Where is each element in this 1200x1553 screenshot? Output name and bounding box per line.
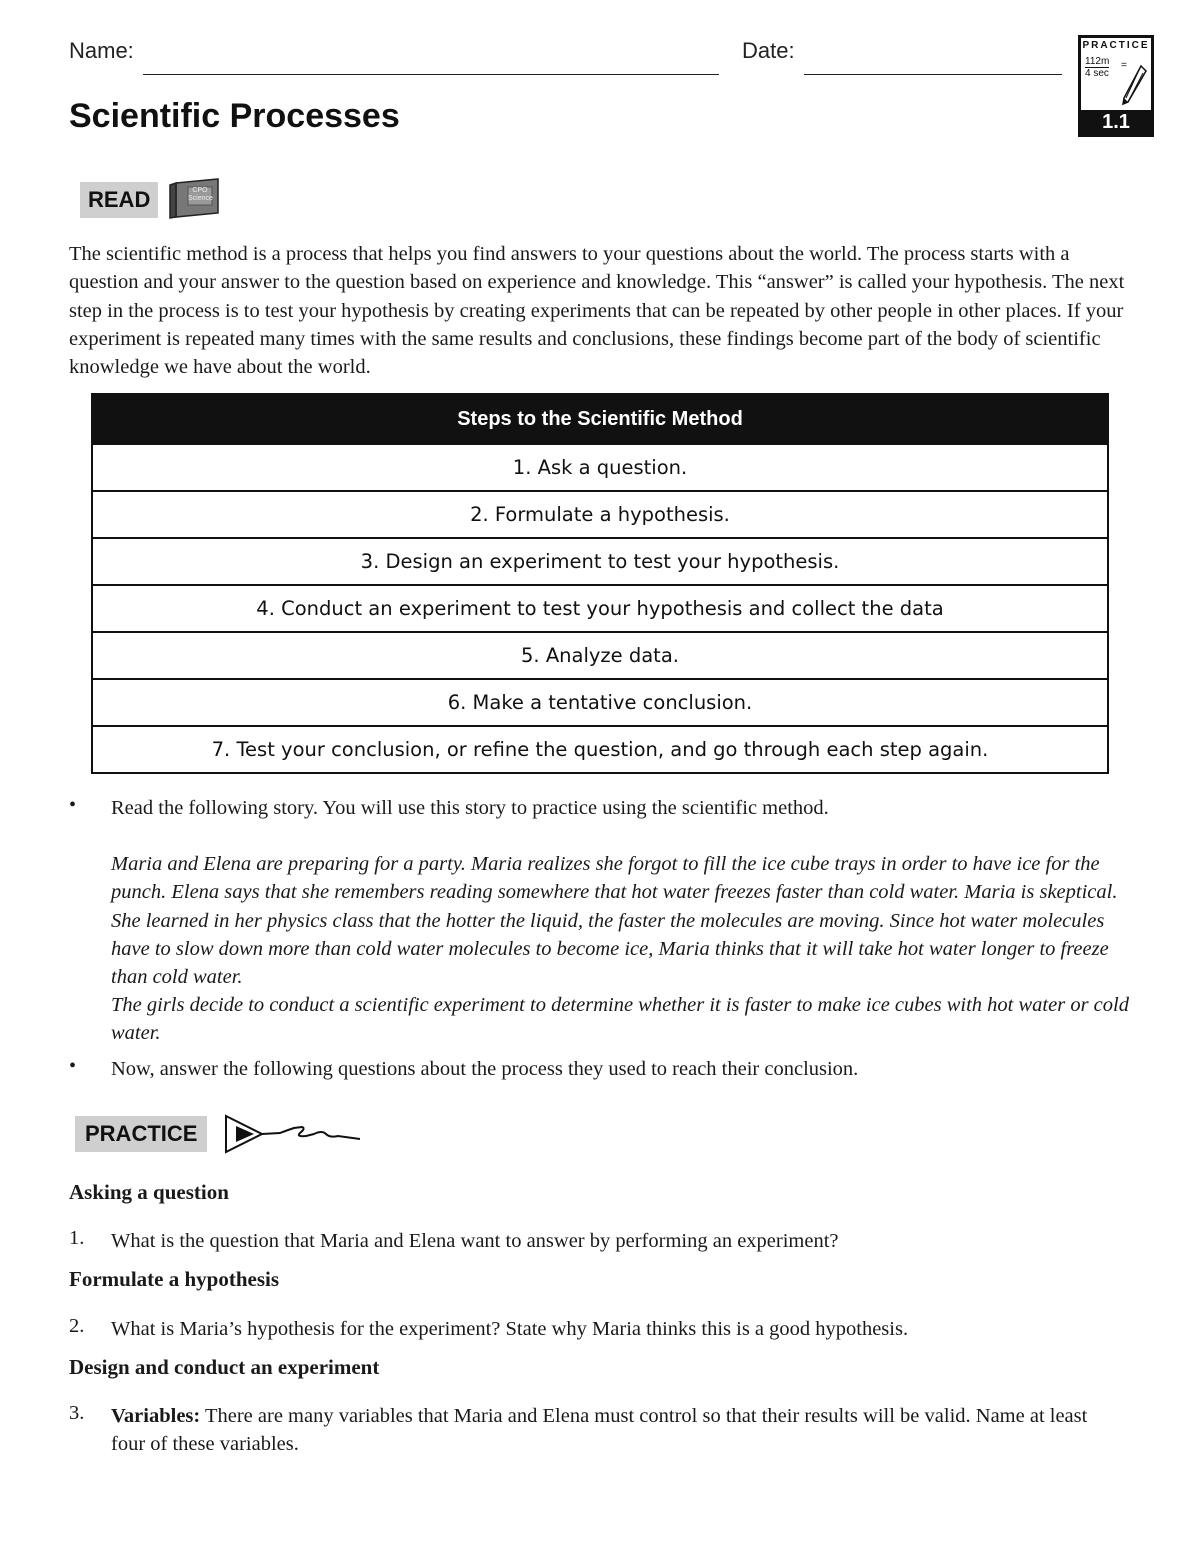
step-row: 6. Make a tentative conclusion. [92,679,1108,726]
step-row: 4. Conduct an experiment to test your hypothesis and collect the data [92,585,1108,632]
read-tag: READ [80,182,158,218]
practice-arrow-icon [222,1112,364,1156]
step-row: 1. Ask a question. [92,444,1108,491]
practice-tag: PRACTICE [75,1116,207,1152]
date-field[interactable] [804,74,1062,75]
question-3-text: There are many variables that Maria and Elena must control so that their results will be valid. Name at least four of these variables. [111,1405,1088,1456]
step-row: 5. Analyze data. [92,632,1108,679]
subheading-formulate-hypothesis: Formulate a hypothesis [69,1267,279,1291]
badge-number: 1.1 [1081,110,1151,134]
badge-formula-eq: = [1121,60,1127,71]
step-row: 7. Test your conclusion, or refine the question, and go through each step again. [92,726,1108,773]
bullet-marker: • [69,1055,77,1077]
name-field[interactable] [143,74,719,75]
badge-formula [1085,56,1109,79]
bullet-read-story: Read the following story. You will use this story to practice using the scientific method. [111,797,829,819]
book-label-line-1: CPO [192,187,208,194]
bullet-answer-questions: Now, answer the following questions about the process they used to reach their conclusion. [111,1058,859,1080]
page-title: Scientific Processes [69,97,400,135]
pencil-icon [1119,64,1147,108]
story-paragraph: Maria and Elena are preparing for a party. Maria realizes she forgot to fill the ice cube trays in order to have ice for the punch. Elena says that she remembers reading somewhere that hot water freezes faster than cold water. Maria is skeptical. She learned in her physics class that the hotter the liquid, the faster the molecules are moving. Since hot water molecules have to slow down more than cold water molecules to become ice, Maria thinks that it will take hot water longer to freeze than cold water. [111,853,1118,989]
intro-paragraph: The scientific method is a process that helps you find answers to your questions about the world. The process starts with a question and your answer to the question based on experience and knowledge. This “answer” is called your hypothesis. The next step in the process is to test your hypothesis by creating experiments that can be repeated by other people in other places. If your experiment is repeated many times with the same results and conclusions, these findings become part of the body of scientific knowledge we have about the world. [69,243,1125,379]
step-row: 3. Design an experiment to test your hypothesis. [92,538,1108,585]
subheading-asking-question: Asking a question [69,1180,229,1204]
story-paragraph-conclusion: The girls decide to conduct a scientific experiment to determine whether it is faster to make ice cubes with hot water or cold water. [111,994,1129,1045]
question-3-bold-label: Variables: [111,1405,201,1427]
date-label: Date: [742,38,795,63]
badge-formula-bottom: 4 sec [1085,68,1109,79]
practice-badge [1078,35,1154,137]
subheading-design-experiment: Design and conduct an experiment [69,1355,380,1379]
question-2: What is Maria’s hypothesis for the experiment? State why Maria thinks this is a good hypothesis. [111,1318,909,1340]
question-number: 3. [69,1402,85,1424]
badge-top-label: PRACTICE [1082,40,1150,51]
badge-formula-top: 112m [1085,56,1110,67]
question-1: What is the question that Maria and Elena want to answer by performing an experiment? [111,1230,839,1252]
question-number: 1. [69,1227,85,1249]
steps-table-header: Steps to the Scientific Method [92,394,1108,444]
question-3 [111,1402,1111,1459]
name-label: Name: [69,38,134,63]
question-number: 2. [69,1315,85,1337]
step-row: 2. Formulate a hypothesis. [92,491,1108,538]
bullet-marker: • [69,794,77,816]
steps-table [91,393,1109,774]
book-label-line-2: Science [188,195,213,202]
book-icon [168,177,222,219]
